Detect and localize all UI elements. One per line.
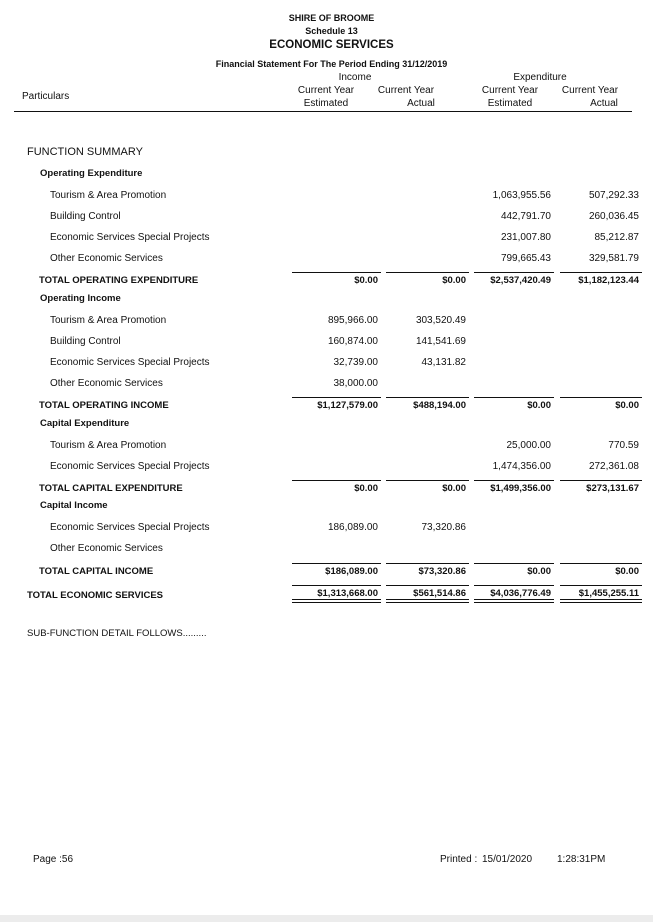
section-total-ee: $0.00 bbox=[527, 566, 551, 577]
op-inc-total-label: TOTAL OPERATING INCOME bbox=[39, 400, 169, 411]
page-bottom-edge bbox=[0, 915, 653, 922]
op-exp-section-title: Operating Expenditure bbox=[40, 168, 143, 179]
total-rule bbox=[386, 585, 469, 586]
line-item-ia: 141,541.69 bbox=[415, 336, 466, 347]
total-rule bbox=[386, 563, 469, 564]
line-item-ee: 1,474,356.00 bbox=[492, 461, 551, 472]
income-actual-header: Current Year Actual bbox=[377, 85, 435, 109]
line-item-ea: 770.59 bbox=[608, 440, 639, 451]
double-rule bbox=[560, 599, 642, 603]
expenditure-actual-header: Current Year Actual bbox=[561, 85, 619, 109]
line-item-ee: 25,000.00 bbox=[506, 440, 551, 451]
line-item-ia: 303,520.49 bbox=[415, 315, 466, 326]
line-item-ie: 160,874.00 bbox=[327, 336, 378, 347]
expenditure-estimated-header: Current Year Estimated bbox=[481, 85, 539, 109]
particulars-header: Particulars bbox=[22, 91, 70, 102]
total-rule bbox=[292, 397, 381, 398]
grand-total-ee: $4,036,776.49 bbox=[490, 588, 551, 599]
printed-time: 1:28:31PM bbox=[557, 854, 606, 865]
total-rule bbox=[386, 397, 469, 398]
section-total-ee: $0.00 bbox=[527, 400, 551, 411]
line-item-label: Building Control bbox=[50, 336, 121, 347]
total-rule bbox=[474, 563, 554, 564]
total-rule bbox=[560, 480, 642, 481]
line-item-label: Tourism & Area Promotion bbox=[50, 315, 167, 326]
line-item-ea: 507,292.33 bbox=[588, 190, 639, 201]
grand-total-ea: $1,455,255.11 bbox=[578, 588, 639, 599]
grand-total-label: TOTAL ECONOMIC SERVICES bbox=[27, 590, 164, 601]
line-item-ea: 329,581.79 bbox=[588, 253, 639, 264]
header-rule bbox=[14, 111, 632, 112]
cap-exp-section-title: Capital Expenditure bbox=[40, 418, 130, 429]
double-rule bbox=[474, 599, 554, 603]
line-item-label: Economic Services Special Projects bbox=[50, 232, 210, 243]
total-rule bbox=[292, 585, 381, 586]
total-rule bbox=[560, 397, 642, 398]
line-item-ie: 186,089.00 bbox=[327, 522, 378, 533]
cap-inc-section-title: Capital Income bbox=[40, 500, 108, 511]
section-total-ee: $2,537,420.49 bbox=[490, 275, 551, 286]
total-rule bbox=[292, 563, 381, 564]
line-item-ee: 442,791.70 bbox=[500, 211, 551, 222]
function-summary-heading: FUNCTION SUMMARY bbox=[27, 146, 143, 158]
line-item-ee: 231,007.80 bbox=[500, 232, 551, 243]
line-item-ia: 43,131.82 bbox=[421, 357, 466, 368]
total-rule bbox=[386, 480, 469, 481]
line-item-ie: 895,966.00 bbox=[327, 315, 378, 326]
section-total-ea: $0.00 bbox=[615, 400, 639, 411]
section-total-ie: $1,127,579.00 bbox=[317, 400, 378, 411]
total-rule bbox=[292, 480, 381, 481]
total-rule bbox=[386, 272, 469, 273]
section-total-ea: $1,182,123.44 bbox=[578, 275, 639, 286]
line-item-label: Economic Services Special Projects bbox=[50, 522, 210, 533]
total-rule bbox=[292, 272, 381, 273]
report-subtitle: Financial Statement For The Period Ending 31/12/2019 bbox=[215, 59, 448, 69]
section-total-ia: $488,194.00 bbox=[413, 400, 466, 411]
cap-exp-total-label: TOTAL CAPITAL EXPENDITURE bbox=[39, 483, 183, 494]
section-total-ia: $73,320.86 bbox=[418, 566, 466, 577]
total-rule bbox=[474, 272, 554, 273]
section-total-ee: $1,499,356.00 bbox=[490, 483, 551, 494]
total-rule bbox=[474, 480, 554, 481]
line-item-label: Economic Services Special Projects bbox=[50, 357, 210, 368]
grand-total-ia: $561,514.86 bbox=[413, 588, 466, 599]
section-total-ia: $0.00 bbox=[442, 483, 466, 494]
total-rule bbox=[560, 585, 642, 586]
op-inc-section-title: Operating Income bbox=[40, 293, 121, 304]
line-item-ea: 272,361.08 bbox=[588, 461, 639, 472]
line-item-ea: 85,212.87 bbox=[594, 232, 639, 243]
line-item-label: Other Economic Services bbox=[50, 378, 163, 389]
page-number: Page :56 bbox=[33, 854, 74, 865]
line-item-ee: 799,665.43 bbox=[500, 253, 551, 264]
section-total-ea: $0.00 bbox=[615, 566, 639, 577]
org-name: SHIRE OF BROOME bbox=[288, 13, 375, 23]
line-item-label: Tourism & Area Promotion bbox=[50, 190, 167, 201]
total-rule bbox=[560, 272, 642, 273]
line-item-ie: 32,739.00 bbox=[333, 357, 378, 368]
section-total-ia: $0.00 bbox=[442, 275, 466, 286]
sub-function-note: SUB-FUNCTION DETAIL FOLLOWS......... bbox=[27, 628, 207, 639]
printed-label: Printed : bbox=[440, 854, 478, 865]
section-total-ea: $273,131.67 bbox=[586, 483, 639, 494]
line-item-label: Economic Services Special Projects bbox=[50, 461, 210, 472]
line-item-label: Other Economic Services bbox=[50, 253, 163, 264]
op-exp-total-label: TOTAL OPERATING EXPENDITURE bbox=[39, 275, 199, 286]
schedule-label: Schedule 13 bbox=[305, 26, 358, 36]
report-title: ECONOMIC SERVICES bbox=[269, 39, 394, 51]
double-rule bbox=[292, 599, 381, 603]
section-total-ie: $186,089.00 bbox=[325, 566, 378, 577]
total-rule bbox=[560, 563, 642, 564]
printed-date: 15/01/2020 bbox=[482, 854, 533, 865]
line-item-ia: 73,320.86 bbox=[421, 522, 466, 533]
double-rule bbox=[386, 599, 469, 603]
expenditure-group-header: Expenditure bbox=[513, 72, 567, 83]
grand-total-ie: $1,313,668.00 bbox=[317, 588, 378, 599]
total-rule bbox=[474, 585, 554, 586]
income-estimated-header: Current Year Estimated bbox=[297, 85, 355, 109]
line-item-ea: 260,036.45 bbox=[588, 211, 639, 222]
section-total-ie: $0.00 bbox=[354, 275, 378, 286]
income-group-header: Income bbox=[338, 72, 372, 83]
line-item-label: Other Economic Services bbox=[50, 543, 163, 554]
line-item-ie: 38,000.00 bbox=[333, 378, 378, 389]
total-rule bbox=[474, 397, 554, 398]
line-item-ee: 1,063,955.56 bbox=[492, 190, 551, 201]
cap-inc-total-label: TOTAL CAPITAL INCOME bbox=[39, 566, 154, 577]
line-item-label: Building Control bbox=[50, 211, 121, 222]
section-total-ie: $0.00 bbox=[354, 483, 378, 494]
line-item-label: Tourism & Area Promotion bbox=[50, 440, 167, 451]
